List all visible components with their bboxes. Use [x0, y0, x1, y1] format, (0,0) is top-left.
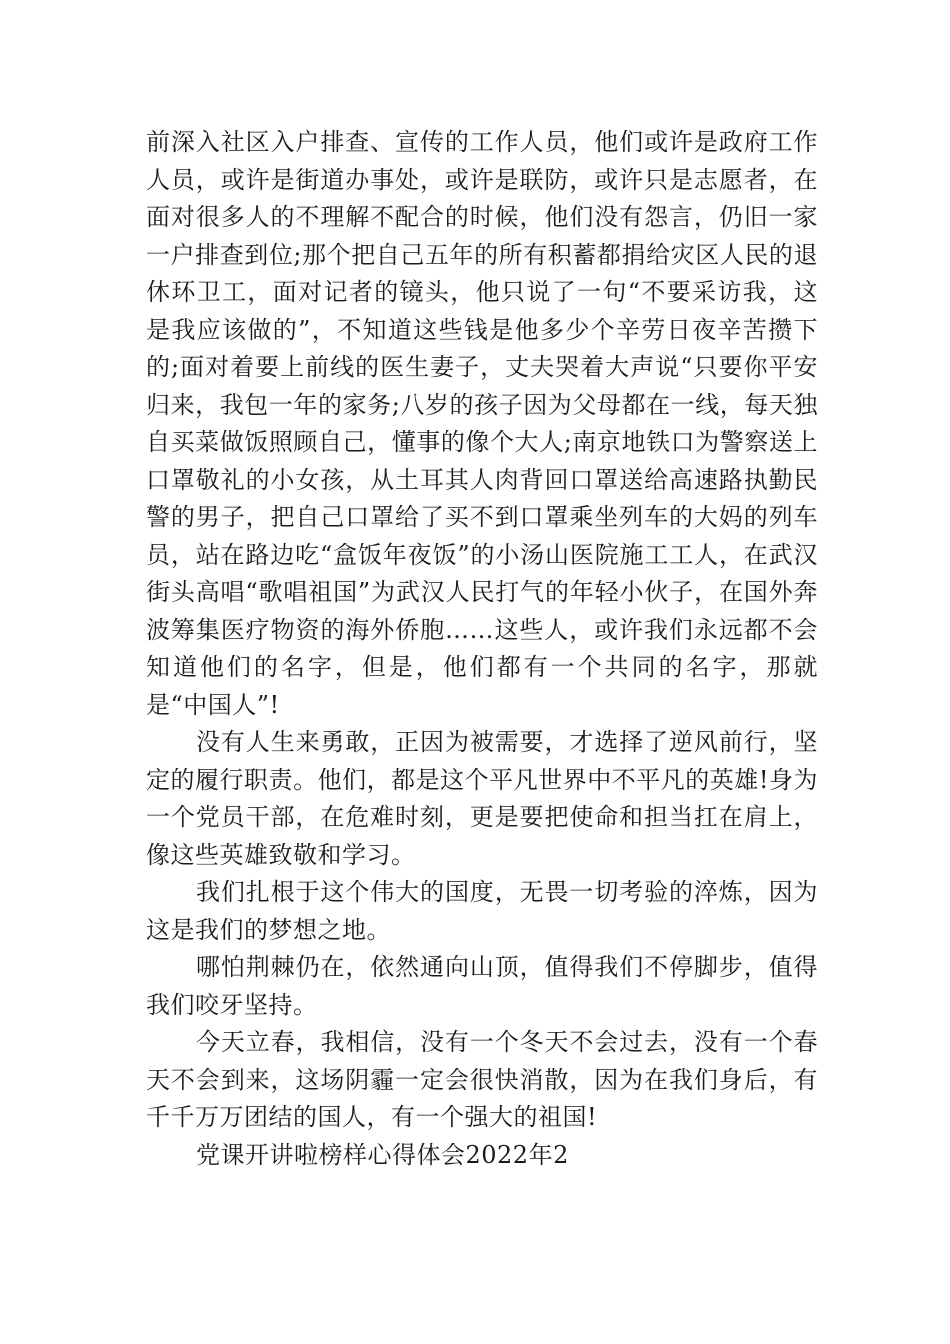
section-heading: 党课开讲啦榜样心得体会2022年2	[196, 1140, 569, 1169]
document-body	[146, 124, 818, 1174]
paragraph: 我们扎根于这个伟大的国度，无畏一切考验的淬炼，因为这是我们的梦想之地。	[146, 878, 818, 944]
paragraph: 没有人生来勇敢，正因为被需要，才选择了逆风前行，坚定的履行职责。他们，都是这个平凡世界中不平凡的英雄!身为一个党员干部，在危难时刻，更是要把使命和担当扛在肩上，像这些英雄致敬和学习。	[146, 728, 818, 869]
paragraph: 今天立春，我相信，没有一个冬天不会过去，没有一个春天不会到来，这场阴霾一定会很快消散，因为在我们身后，有千千万万团结的国人，有一个强大的祖国!	[146, 1028, 818, 1131]
paragraph: 哪怕荆棘仍在，依然通向山顶，值得我们不停脚步，值得我们咬牙坚持。	[146, 953, 818, 1019]
paragraph-continued: 前深入社区入户排查、宣传的工作人员，他们或许是政府工作人员，或许是街道办事处，或许是联防，或许只是志愿者，在面对很多人的不理解不配合的时候，他们没有怨言，仍旧一家一户排查到位;那个把自己五年的所有积蓄都捐给灾区人民的退休环卫工，面对记者的镜头，他只说了一句“不要采访我，这是我应该做的”，不知道这些钱是他多少个辛劳日夜辛苦攒下的;面对着要上前线的医生妻子，丈夫哭着大声说“只要你平安归来，我包一年的家务;八岁的孩子因为父母都在一线，每天独自买菜做饭照顾自己，懂事的像个大人;南京地铁口为警察送上口罩敬礼的小女孩，从土耳其人肉背回口罩送给高速路执勤民警的男子，把自己口罩给了买不到口罩乘坐列车的大妈的列车员，站在路边吃“盒饭年夜饭”的小汤山医院施工工人，在武汉街头高唱“歌唱祖国”为武汉人民打气的年轻小伙子，在国外奔波筹集医疗物资的海外侨胞……这些人，或许我们永远都不会知道他们的名字，但是，他们都有一个共同的名字，那就是“中国人”!	[146, 128, 818, 719]
